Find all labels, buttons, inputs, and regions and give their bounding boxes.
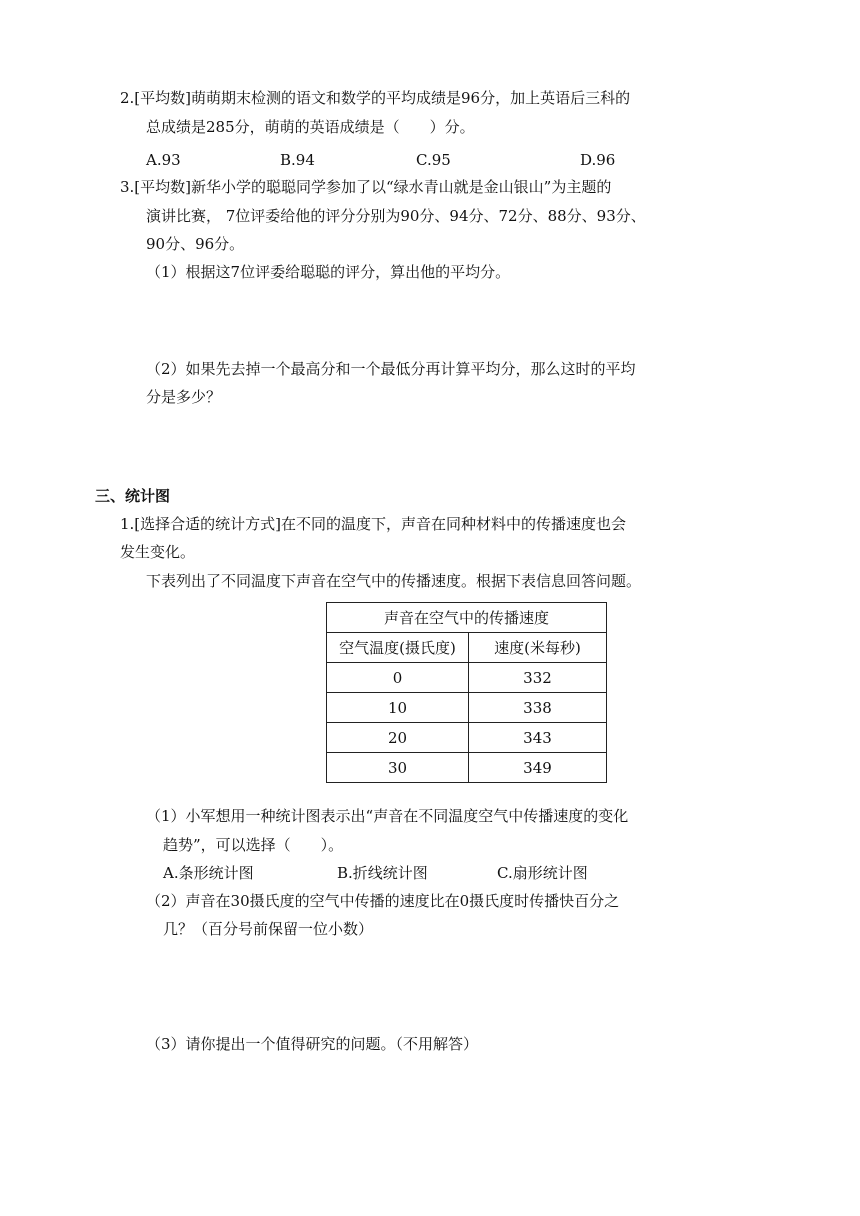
q3-sub-2-line-2: 分是多少？ <box>146 388 222 406</box>
table-row <box>327 723 607 753</box>
table-cell-temperature: 30 <box>327 753 469 783</box>
s3-sub-2-line-2: 几？（百分号前保留一位小数） <box>163 920 374 938</box>
s3-q1-line-2: 发生变化。 <box>120 543 196 561</box>
table-cell-temperature: 0 <box>327 663 469 693</box>
q3-line-2: 演讲比赛， 7位评委给他的评分分别为90分、94分、72分、88分、93分、 <box>146 207 646 225</box>
s3-sub-3: （3）请你提出一个值得研究的问题。（不用解答） <box>146 1035 479 1053</box>
q2-line-2: 总成绩是285分，萌萌的英语成绩是（ ）分。 <box>146 118 475 136</box>
s3-sub-1-option-c: C.扇形统计图 <box>497 864 588 882</box>
speed-table <box>326 602 607 783</box>
q3-sub-2-line-1: （2）如果先去掉一个最高分和一个最低分再计算平均分，那么这时的平均 <box>146 360 636 378</box>
table-header-row <box>327 633 607 663</box>
table-caption-row <box>327 603 607 633</box>
table-row <box>327 663 607 693</box>
q3-line-1: 3.[平均数]新华小学的聪聪同学参加了以“绿水青山就是金山银山”为主题的 <box>120 178 612 196</box>
q3-line-3: 90分、96分。 <box>146 235 245 253</box>
table-header-speed: 速度(米每秒) <box>469 633 607 663</box>
s3-sub-2-line-1: （2）声音在30摄氏度的空气中传播的速度比在0摄氏度时传播快百分之 <box>146 892 620 910</box>
table-cell-speed: 349 <box>469 753 607 783</box>
s3-sub-1-option-b: B.折线统计图 <box>337 864 428 882</box>
s3-sub-1-line-1: （1）小军想用一种统计图表示出“声音在不同温度空气中传播速度的变化 <box>146 807 629 825</box>
table-cell-speed: 338 <box>469 693 607 723</box>
table-cell-temperature: 20 <box>327 723 469 753</box>
table-cell-speed: 343 <box>469 723 607 753</box>
s3-intro: 下表列出了不同温度下声音在空气中的传播速度。根据下表信息回答问题。 <box>146 572 642 590</box>
q3-sub-1: （1）根据这7位评委给聪聪的评分，算出他的平均分。 <box>146 263 511 281</box>
q2-option-b: B.94 <box>280 151 315 169</box>
table-cell-speed: 332 <box>469 663 607 693</box>
table-row <box>327 753 607 783</box>
section-3-heading: 三、统计图 <box>95 487 171 505</box>
table-row <box>327 693 607 723</box>
q2-option-c: C.95 <box>416 151 451 169</box>
s3-sub-1-line-2: 趋势”，可以选择（ ）。 <box>163 836 344 854</box>
table-header-temperature: 空气温度(摄氏度) <box>327 633 469 663</box>
q2-option-a: A.93 <box>146 151 181 169</box>
s3-sub-1-option-a: A.条形统计图 <box>163 864 254 882</box>
q2-line-1: 2.[平均数]萌萌期末检测的语文和数学的平均成绩是96分，加上英语后三科的 <box>120 89 631 107</box>
table-cell-temperature: 10 <box>327 693 469 723</box>
s3-q1-line-1: 1.[选择合适的统计方式]在不同的温度下，声音在同种材料中的传播速度也会 <box>120 515 627 533</box>
table-caption: 声音在空气中的传播速度 <box>327 603 607 633</box>
q2-option-d: D.96 <box>580 151 616 169</box>
